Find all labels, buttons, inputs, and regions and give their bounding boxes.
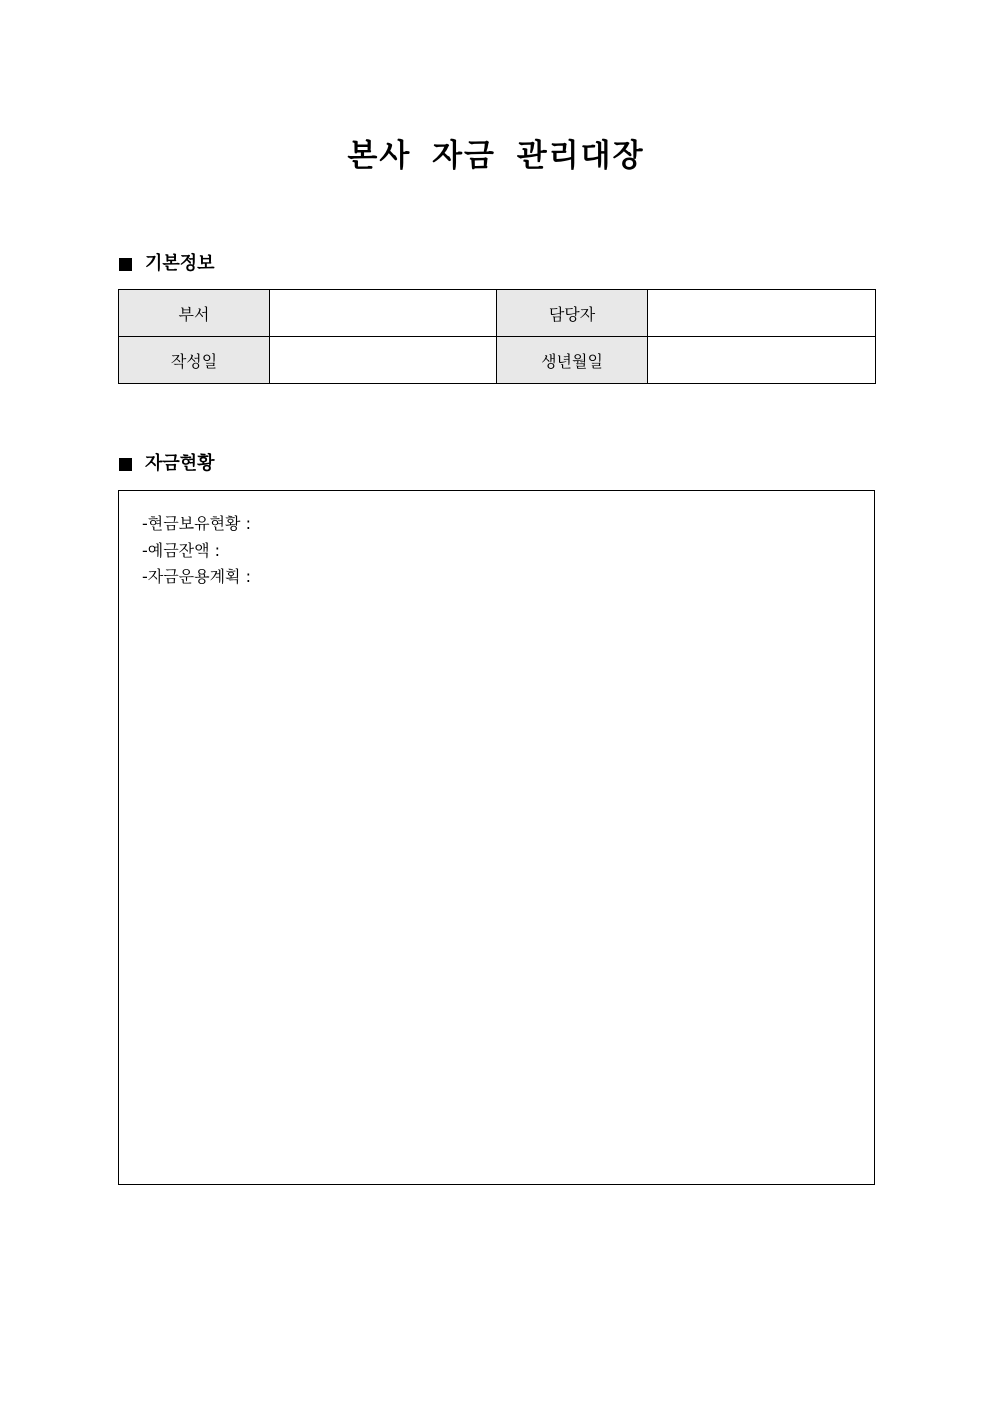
date-written-label: 작성일 (119, 337, 270, 384)
table-row (119, 337, 876, 384)
fund-status-lines (142, 511, 251, 591)
section-heading-fund-status (119, 452, 215, 476)
section-heading-basic-info (119, 252, 215, 276)
table-row (119, 290, 876, 337)
square-bullet-icon (119, 458, 132, 471)
date-written-field[interactable] (270, 337, 497, 384)
manager-field[interactable] (648, 290, 876, 337)
square-bullet-icon (119, 258, 132, 271)
section-heading-label: 자금현황 (145, 453, 215, 474)
department-field[interactable] (270, 290, 497, 337)
manager-label: 담당자 (497, 290, 648, 337)
cash-holdings-line: -현금보유현황 : (142, 514, 251, 533)
birth-date-field[interactable] (648, 337, 876, 384)
fund-status-box[interactable] (118, 490, 875, 1185)
birth-date-label: 생년월일 (497, 337, 648, 384)
fund-management-plan-line: -자금운용계획 : (142, 567, 251, 586)
section-heading-label: 기본정보 (145, 253, 215, 274)
document-title: 본사 자금 관리대장 (347, 138, 645, 174)
department-label: 부서 (119, 290, 270, 337)
basic-info-table (118, 289, 876, 384)
deposit-balance-line: -예금잔액 : (142, 540, 221, 560)
